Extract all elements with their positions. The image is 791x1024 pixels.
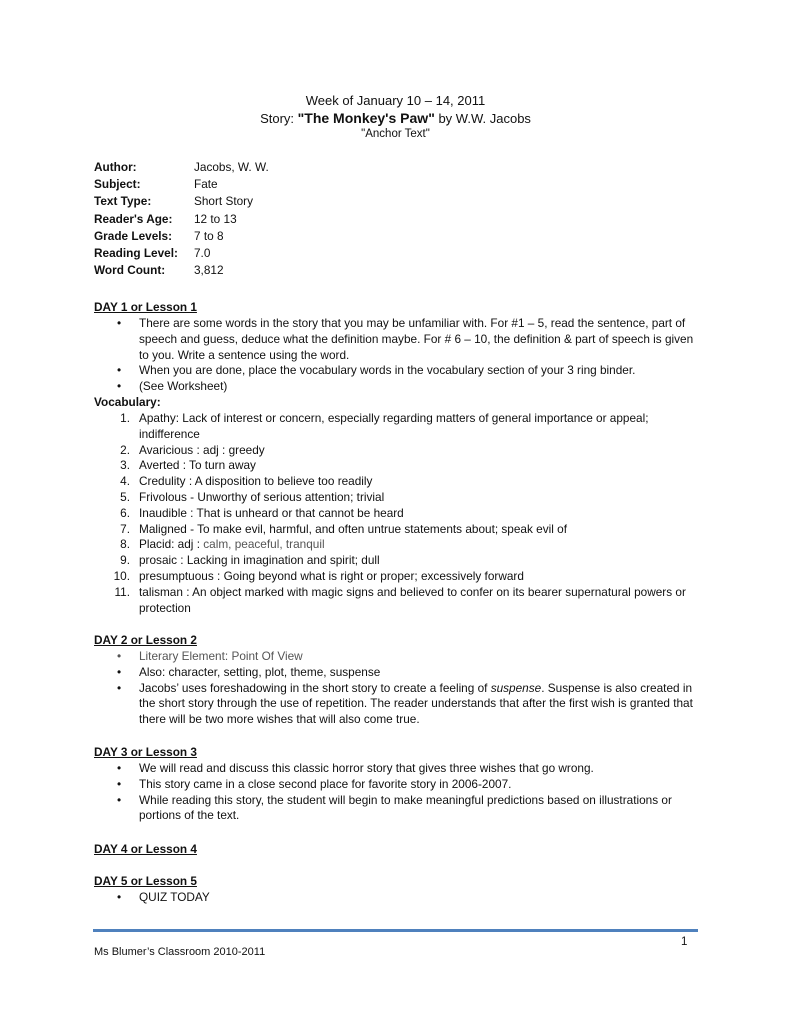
item-number: 2. <box>120 442 130 457</box>
list-item <box>94 681 704 728</box>
list-item: • QUIZ TODAY <box>94 890 704 906</box>
vocab-item <box>94 585 704 617</box>
day1-bullets <box>94 316 704 395</box>
item-text: Averted : To turn away <box>139 458 256 473</box>
book-metadata <box>94 160 394 280</box>
list-item: • Literary Element: Point Of View <box>94 649 704 665</box>
day5-bullets <box>94 890 704 906</box>
item-text: Credulity : A disposition to believe too readily <box>139 474 373 489</box>
day3-heading: DAY 3 or Lesson 3 <box>94 745 197 759</box>
anchor-text: "Anchor Text" <box>361 128 430 140</box>
story-author: by W.W. Jacobs <box>434 111 531 126</box>
page-number: 1 <box>681 936 688 948</box>
meta-label: Subject: <box>94 177 141 192</box>
vocab-item <box>94 474 704 490</box>
item-number: 11. <box>114 584 130 599</box>
meta-value: 7.0 <box>194 245 211 260</box>
footer-rule <box>93 929 698 932</box>
meta-author <box>94 160 394 177</box>
meta-label: Text Type: <box>94 194 152 209</box>
vocab-item <box>94 522 704 538</box>
item-number: 10. <box>113 568 130 583</box>
day1-section <box>94 300 704 616</box>
vocab-item <box>94 569 704 585</box>
item-number: 7. <box>120 521 130 536</box>
vocabulary-list <box>94 411 704 616</box>
vocab-item <box>94 537 704 553</box>
list-item: • There are some words in the story that you may be unfamiliar with. For #1 – 5, read the sentence, part of speech and guess, deduce what the definition maybe. For # 6 – 10, the definition & part of speech is given to you. Write a sentence using the word. <box>94 316 704 363</box>
list-item: • We will read and discuss this classic horror story that gives three wishes that go wrong. <box>94 761 704 777</box>
vocab-item <box>94 553 704 569</box>
item-number: 6. <box>120 505 130 520</box>
vocab-item <box>94 443 704 459</box>
emphasis-text: suspense <box>490 680 542 695</box>
meta-label: Grade Levels: <box>94 228 173 243</box>
day1-heading: DAY 1 or Lesson 1 <box>94 300 197 314</box>
day5-section <box>94 874 704 906</box>
item-text <box>139 537 704 553</box>
meta-value: 7 to 8 <box>194 228 224 243</box>
item-definition: calm, peaceful, tranquil <box>203 537 325 552</box>
text-segment: Jacobs’ uses foreshadowing in the short story to create a feeling of <box>139 680 491 695</box>
item-text: Apathy: Lack of interest or concern, especially regarding matters of general importance or appeal; indifference <box>139 410 649 441</box>
list-item: • Also: character, setting, plot, theme, suspense <box>94 665 704 681</box>
vocab-item <box>94 411 704 443</box>
meta-subject <box>94 177 394 194</box>
story-prefix: Story: <box>260 111 298 126</box>
item-text: Avaricious : adj : greedy <box>139 442 265 457</box>
day3-bullets <box>94 761 704 824</box>
meta-label: Word Count: <box>94 263 166 278</box>
day5-heading: DAY 5 or Lesson 5 <box>94 874 197 888</box>
item-text: Frivolous - Unworthy of serious attention; trivial <box>139 489 385 504</box>
vocab-item <box>94 506 704 522</box>
meta-label: Reader's Age: <box>94 211 173 226</box>
vocab-item <box>94 490 704 506</box>
vocab-item <box>94 458 704 474</box>
item-term: Placid: adj : <box>139 537 204 552</box>
item-number: 9. <box>120 553 130 568</box>
item-text: presumptuous : Going beyond what is right or proper; excessively forward <box>139 568 524 583</box>
meta-grade-levels <box>94 229 394 246</box>
item-text: talisman : An object marked with magic signs and believed to confer on its bearer supernatural powers or protection <box>139 584 686 615</box>
meta-value: Fate <box>194 177 218 192</box>
item-text: Maligned - To make evil, harmful, and often untrue statements about; speak evil of <box>139 521 567 536</box>
meta-label: Author: <box>94 160 137 174</box>
item-text: prosaic : Lacking in imagination and spirit; dull <box>139 553 380 568</box>
item-number: 4. <box>120 474 130 489</box>
list-item: • This story came in a close second place for favorite story in 2006-2007. <box>94 777 704 793</box>
item-number: 5. <box>120 489 130 504</box>
meta-label: Reading Level: <box>94 245 178 260</box>
meta-value: 12 to 13 <box>194 211 237 226</box>
day2-bullets <box>94 649 704 728</box>
week-heading: Week of January 10 – 14, 2011 <box>305 93 486 108</box>
day3-section <box>94 745 704 824</box>
list-item: • While reading this story, the student will begin to make meaningful predictions based on illustrations or portions of the text. <box>94 793 704 825</box>
meta-word-count <box>94 263 394 280</box>
list-item: • (See Worksheet) <box>94 379 704 395</box>
story-title: "The Monkey's Paw" <box>297 110 435 126</box>
day4-section <box>94 842 704 858</box>
item-number: 3. <box>120 458 130 473</box>
meta-text-type <box>94 194 394 211</box>
meta-value: Short Story <box>194 194 254 209</box>
item-text: Inaudible : That is unheard or that cannot be heard <box>139 505 404 520</box>
list-item: • When you are done, place the vocabulary words in the vocabulary section of your 3 ring binder. <box>94 363 704 379</box>
item-number: 1. <box>120 410 130 425</box>
day4-heading: DAY 4 or Lesson 4 <box>94 842 197 856</box>
meta-readers-age <box>94 212 394 229</box>
text-segment: . Suspense is also created in the short story through the use of repetition. The reader understands that after the first wish is granted that there will be two more wishes that will also come true. <box>139 680 693 727</box>
meta-value: 3,812 <box>194 263 224 278</box>
day2-heading: DAY 2 or Lesson 2 <box>94 633 197 647</box>
meta-reading-level <box>94 246 394 263</box>
meta-value: Jacobs, W. W. <box>194 160 269 174</box>
story-line <box>0 110 791 126</box>
day2-section <box>94 633 704 728</box>
item-number: 8. <box>120 537 130 552</box>
vocabulary-label: Vocabulary: <box>94 394 161 409</box>
footer-text: Ms Blumer’s Classroom 2010-2011 <box>94 946 266 958</box>
